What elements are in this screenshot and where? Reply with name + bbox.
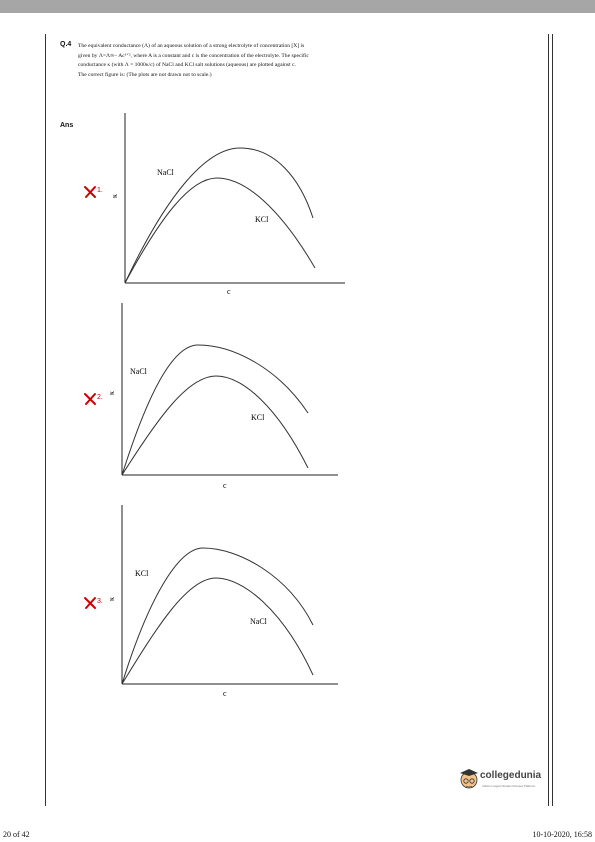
lower-curve-label: KCl bbox=[255, 215, 269, 224]
lower-curve bbox=[125, 178, 315, 283]
cross-icon bbox=[83, 392, 97, 406]
graduate-mascot-icon bbox=[458, 766, 480, 792]
y-axis-label: κ bbox=[107, 596, 116, 601]
question-text bbox=[78, 42, 398, 80]
option-2-plot bbox=[103, 298, 353, 488]
lower-curve bbox=[122, 578, 313, 684]
option-number: 1. bbox=[97, 187, 103, 194]
frame-border-right bbox=[548, 34, 549, 806]
upper-curve-label: NaCl bbox=[130, 367, 147, 376]
answer-label: Ans bbox=[60, 122, 74, 129]
print-timestamp: 10-10-2020, 16:58 bbox=[532, 830, 592, 839]
upper-curve bbox=[122, 548, 313, 684]
question-line: The correct figure is: (The plots are not drawn not to scale.) bbox=[78, 71, 212, 78]
question-number: Q.4 bbox=[60, 41, 72, 48]
question-line: The equivalent conductance (Λ) of an aqueous solution of a strong electrolyte of concentration [X] is bbox=[78, 43, 305, 49]
x-axis-label: c bbox=[227, 287, 231, 296]
y-axis-label: κ bbox=[107, 390, 116, 395]
lower-curve-label: KCl bbox=[251, 413, 265, 422]
upper-curve bbox=[125, 148, 313, 283]
x-axis-label: c bbox=[223, 481, 227, 488]
lower-curve bbox=[122, 376, 308, 475]
cross-icon bbox=[83, 185, 97, 199]
logo-text: collegedunia bbox=[480, 770, 542, 781]
top-bar bbox=[0, 0, 595, 13]
option-number: 2. bbox=[97, 394, 103, 401]
lower-curve-label: NaCl bbox=[250, 617, 267, 626]
upper-curve-label: NaCl bbox=[157, 168, 174, 177]
logo-tagline: India's Largest Student Review Platform bbox=[482, 784, 536, 788]
upper-curve-label: KCl bbox=[135, 569, 149, 578]
x-axis-label: c bbox=[223, 689, 227, 698]
option-1-plot bbox=[105, 108, 355, 298]
question-line: given by Λ=Λ∞– Ac¹ᐟ², where A is a constant and c is the concentration of the electrolyte. The specific bbox=[78, 52, 309, 59]
collegedunia-logo bbox=[458, 766, 558, 796]
y-axis-label: κ bbox=[110, 193, 119, 198]
frame-border-left bbox=[45, 34, 46, 806]
option-3-plot bbox=[103, 500, 353, 700]
option-number: 3. bbox=[97, 598, 103, 605]
frame-border-right-inner bbox=[552, 34, 553, 806]
question-line: conductance κ (with Λ = 1000κ/c) of NaCl and KCl salt solutions (aqueous) are plotted against c. bbox=[78, 62, 296, 69]
page-counter: 20 of 42 bbox=[3, 830, 30, 839]
upper-curve bbox=[122, 345, 308, 475]
cross-icon bbox=[83, 596, 97, 610]
